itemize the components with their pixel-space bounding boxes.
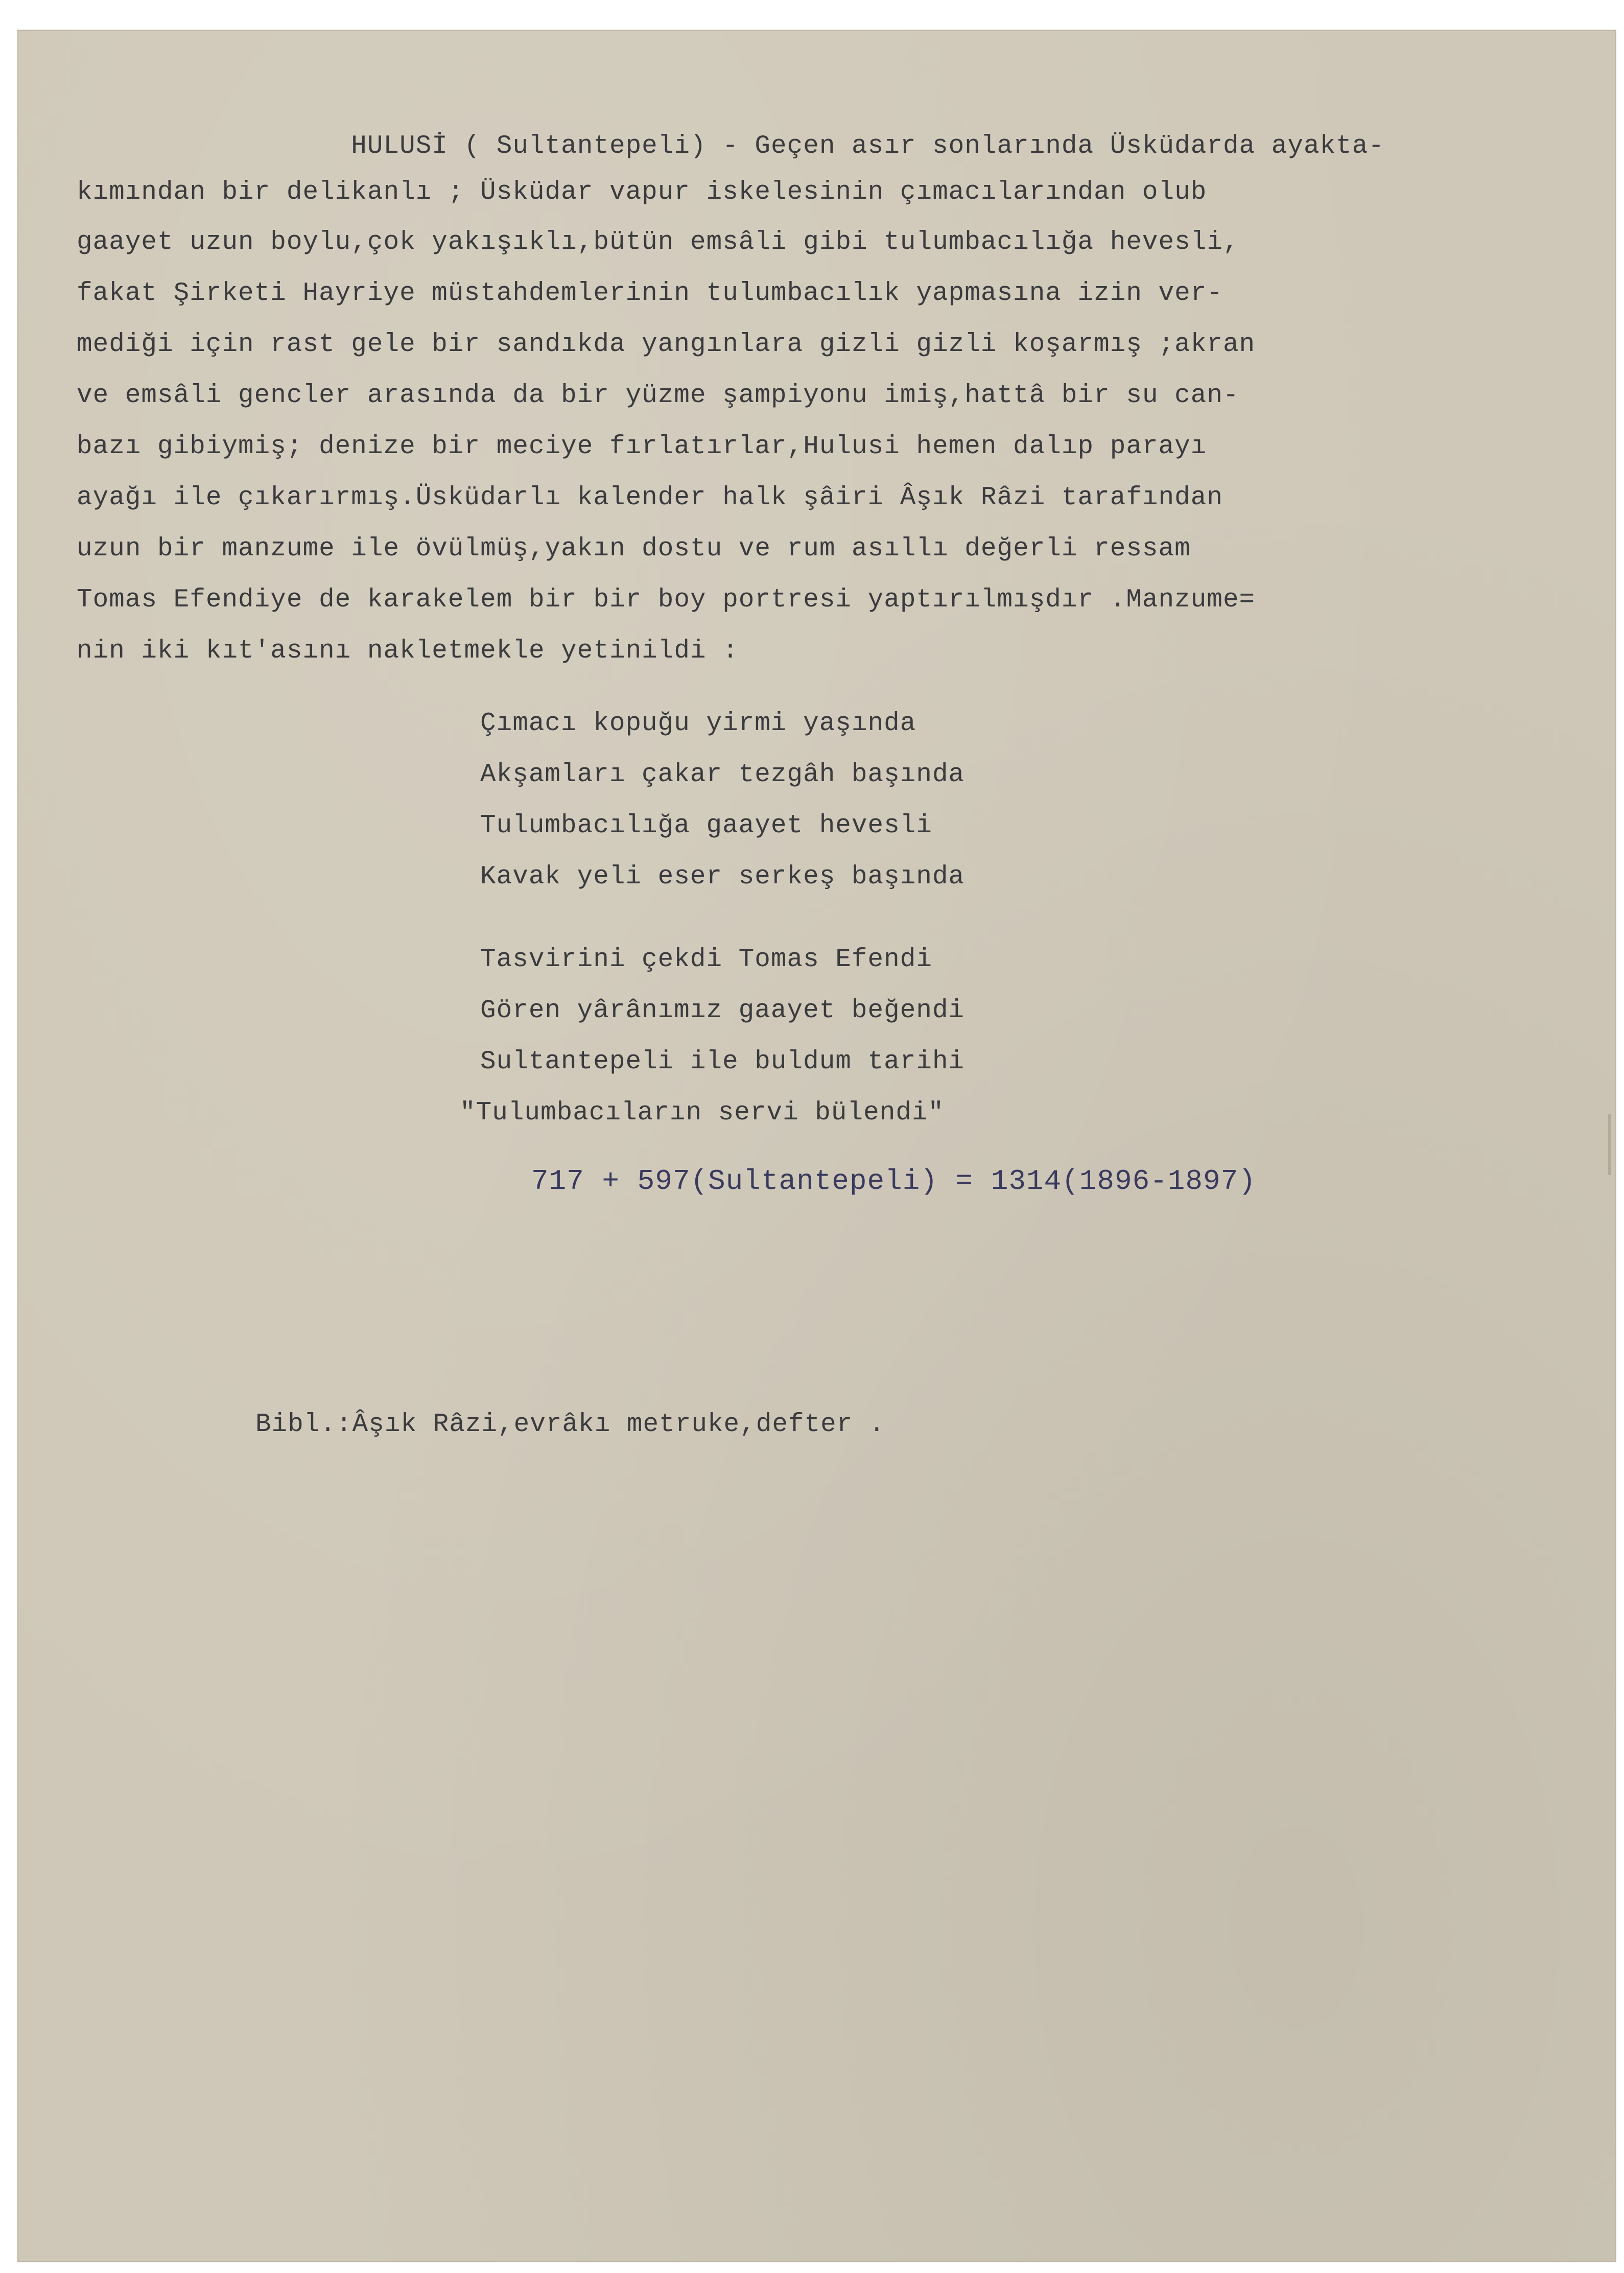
paragraph-line-10: Tomas Efendiye de karakelem bir bir boy portresi yaptırılmışdır .Manzume=	[77, 585, 1256, 615]
paragraph-line-2: kımından bir delikanlı ; Üsküdar vapur iskelesinin çımacılarından olub	[77, 178, 1207, 207]
poem-line: "Tulumbacıların servi bülendi"	[460, 1098, 945, 1128]
poem-line: Kavak yeli eser serkeş başında	[480, 862, 965, 892]
paragraph-line-1: HULUSİ ( Sultantepeli) - Geçen asır sonlarında Üsküdarda ayakta-	[77, 132, 1385, 161]
poem-line: Tulumbacılığa gaayet hevesli	[480, 811, 932, 840]
paragraph-line-8: ayağı ile çıkarırmış.Üsküdarlı kalender halk şâiri Âşık Râzi tarafından	[77, 483, 1223, 512]
margin-fold-mark	[1608, 1114, 1611, 1175]
paragraph-line-11: nin iki kıt'asını nakletmekle yetinildi :	[77, 637, 739, 666]
paragraph-line-4: fakat Şirketi Hayriye müstahdemlerinin tulumbacılık yapmasına izin ver-	[77, 279, 1223, 308]
paragraph-line-3: gaayet uzun boylu,çok yakışıklı,bütün emsâli gibi tulumbacılığa hevesli,	[77, 228, 1239, 257]
date-formula: 717 + 597(Sultantepeli) = 1314(1896-1897)	[531, 1165, 1256, 1198]
poem-line: Tasvirini çekdi Tomas Efendi	[480, 945, 932, 974]
paper-sheet	[17, 30, 1616, 2262]
paragraph-line-9: uzun bir manzume ile övülmüş,yakın dostu ve rum asıllı değerli ressam	[77, 534, 1191, 564]
poem-line: Gören yârânımız gaayet beğendi	[480, 996, 965, 1025]
poem-line: Çımacı kopuğu yirmi yaşında	[480, 709, 916, 738]
paragraph-line-7: bazı gibiymiş; denize bir meciye fırlatırlar,Hulusi hemen dalıp parayı	[77, 432, 1207, 461]
paragraph-line-6: ve emsâli gencler arasında da bir yüzme şampiyonu imiş,hattâ bir su can-	[77, 381, 1239, 410]
paragraph-line-5: mediği için rast gele bir sandıkda yangınlara gizli gizli koşarmış ;akran	[77, 330, 1256, 359]
poem-line: Sultantepeli ile buldum tarihi	[480, 1047, 965, 1076]
bibliography: Bibl.:Âşık Râzi,evrâkı metruke,defter .	[255, 1410, 885, 1439]
poem-line: Akşamları çakar tezgâh başında	[480, 760, 965, 789]
